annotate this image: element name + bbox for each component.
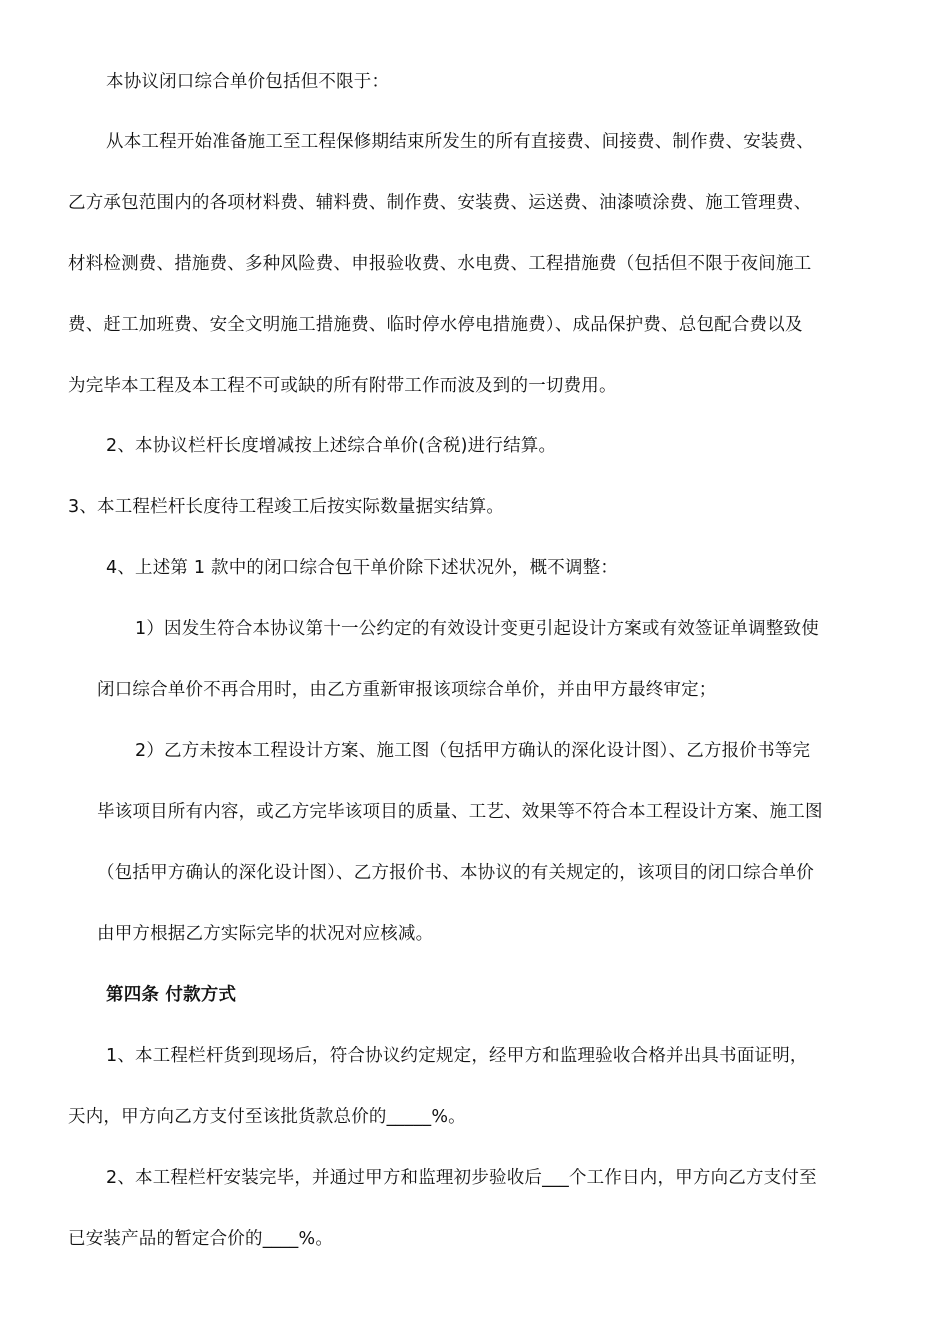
text-line-12: 2）乙方未按本工程设计方案、施工图（包括甲方确认的深化设计图）、乙方报价书等完 [135,741,811,761]
text-line-19: 2、本工程栏杆安装完毕，并通过甲方和监理初步验收后___个工作日内，甲方向乙方支付至 [106,1168,817,1188]
text-line-5: 费、赶工加班费、安全文明施工措施费、临时停水停电措施费）、成品保护费、总包配合费以及 [68,315,803,335]
text-line-4: 材料检测费、措施费、多种风险费、申报验收费、水电费、工程措施费（包括但不限于夜间施工 [68,254,812,274]
text-line-3: 乙方承包范围内的各项材料费、辅料费、制作费、安装费、运送费、油漆喷涂费、施工管理费、 [68,193,812,213]
text-line-14: （包括甲方确认的深化设计图）、乙方报价书、本协议的有关规定的，该项目的闭口综合单价 [97,863,814,883]
text-line-17: 1、本工程栏杆货到现场后，符合协议约定规定，经甲方和监理验收合格并出具书面证明， [106,1046,808,1066]
section-heading: 第四条 付款方式 [106,985,237,1005]
text-line-8: 3、本工程栏杆长度待工程竣工后按实际数量据实结算。 [68,497,505,517]
text-line-9: 4、上述第 1 款中的闭口综合包干单价除下述状况外，概不调整： [106,558,619,578]
text-line-18: 天内，甲方向乙方支付至该批货款总价的_____%。 [68,1107,466,1127]
text-line-10: 1）因发生符合本协议第十一公约定的有效设计变更引起设计方案或有效签证单调整致使 [135,619,819,639]
text-line-20: 已安装产品的暂定合价的____%。 [68,1229,334,1249]
text-line-1: 本协议闭口综合单价包括但不限于： [106,72,390,92]
text-line-15: 由甲方根据乙方实际完毕的状况对应核减。 [97,924,434,944]
text-line-2: 从本工程开始准备施工至工程保修期结束所发生的所有直接费、间接费、制作费、安装费、 [106,132,814,152]
text-line-7: 2、本协议栏杆长度增减按上述综合单价(含税)进行结算。 [106,436,557,456]
text-line-6: 为完毕本工程及本工程不可或缺的所有附带工作而波及到的一切费用。 [68,376,617,396]
text-line-11: 闭口综合单价不再合用时，由乙方重新审报该项综合单价，并由甲方最终审定； [97,680,717,700]
text-line-13: 毕该项目所有内容，或乙方完毕该项目的质量、工艺、效果等不符合本工程设计方案、施工图 [97,802,823,822]
